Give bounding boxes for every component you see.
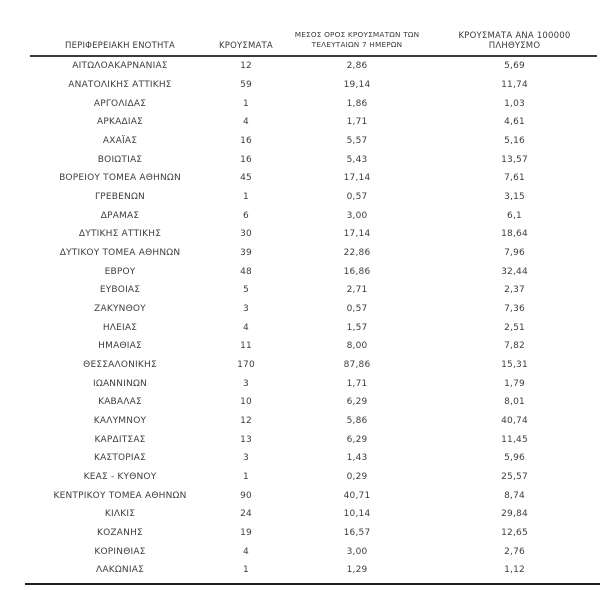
- per100k-cell: 13,57: [501, 154, 528, 165]
- per100k-cell: 2,51: [504, 322, 525, 333]
- table-row: [30, 430, 597, 449]
- avg7-cell: 2,86: [346, 61, 368, 72]
- header-avg7-line2: ΤΕΛΕΥΤΑΙΩΝ 7 ΗΜΕΡΩΝ: [311, 40, 403, 50]
- cases-cell: 30: [240, 229, 252, 240]
- region-cell: ΑΡΓΟΛΙΔΑΣ: [93, 98, 147, 109]
- cases-cell: 12: [240, 61, 252, 72]
- per100k-cell: 40,74: [501, 416, 528, 427]
- region-cell: ΒΟΙΩΤΙΑΣ: [97, 154, 143, 165]
- cases-cell: 11: [240, 341, 252, 352]
- per100k-cell: 8,74: [504, 490, 525, 501]
- table-row: [30, 113, 597, 132]
- table-row: [30, 132, 597, 151]
- table-row: [30, 244, 597, 263]
- region-cell: ΚΟΡΙΝΘΙΑΣ: [94, 546, 146, 557]
- table-row: [30, 225, 597, 244]
- table-row: [30, 318, 597, 337]
- region-cell: ΕΒΡΟΥ: [104, 266, 136, 277]
- per100k-cell: 18,64: [501, 229, 528, 240]
- region-cell: ΔΥΤΙΚΗΣ ΑΤΤΙΚΗΣ: [78, 229, 162, 240]
- avg7-cell: 1,29: [346, 565, 368, 576]
- header-avg7: [282, 30, 432, 51]
- region-cell: ΚΑΣΤΟΡΙΑΣ: [93, 453, 147, 464]
- table-row: [30, 449, 597, 468]
- avg7-cell: 0,29: [346, 472, 368, 483]
- avg7-cell: 6,29: [346, 434, 368, 445]
- region-cell: ΔΥΤΙΚΟΥ ΤΟΜΕΑ ΑΘΗΝΩΝ: [59, 248, 181, 259]
- header-cases: ΚΡΟΥΣΜΑΤΑ: [219, 40, 273, 51]
- table-row: [30, 337, 597, 356]
- avg7-cell: 5,43: [346, 154, 368, 165]
- table-row: [30, 188, 597, 207]
- cases-cell: 170: [237, 360, 255, 371]
- avg7-cell: 6,29: [346, 397, 368, 408]
- per100k-cell: 12,65: [501, 528, 528, 539]
- per100k-cell: 29,84: [501, 509, 528, 520]
- per100k-cell: 2,37: [504, 285, 525, 296]
- table-row: [30, 542, 597, 561]
- avg7-cell: 17,14: [343, 173, 371, 184]
- per100k-cell: 6,1: [507, 210, 522, 221]
- cases-cell: 90: [240, 490, 252, 501]
- per100k-cell: 4,61: [504, 117, 525, 128]
- cases-cell: 1: [243, 98, 249, 109]
- per100k-cell: 3,15: [504, 192, 525, 203]
- region-cell: ΚΕΝΤΡΙΚΟΥ ΤΟΜΕΑ ΑΘΗΝΩΝ: [53, 490, 187, 501]
- region-cell: ΒΟΡΕΙΟΥ ΤΟΜΕΑ ΑΘΗΝΩΝ: [59, 173, 181, 184]
- avg7-cell: 5,86: [346, 416, 368, 427]
- region-cell: ΔΡΑΜΑΣ: [100, 210, 140, 221]
- table-row: [30, 300, 597, 319]
- table-row: [30, 561, 597, 580]
- avg7-cell: 3,00: [346, 546, 368, 557]
- table-row: [30, 486, 597, 505]
- avg7-cell: 2,71: [346, 285, 368, 296]
- header-avg7-line1: ΜΕΣΟΣ ΟΡΟΣ ΚΡΟΥΣΜΑΤΩΝ ΤΩΝ: [294, 29, 420, 39]
- avg7-cell: 1,43: [346, 453, 368, 464]
- per100k-cell: 5,96: [504, 453, 525, 464]
- cases-cell: 3: [243, 304, 249, 315]
- cases-cell: 59: [240, 80, 252, 90]
- per100k-cell: 15,31: [501, 360, 528, 371]
- region-cell: ΖΑΚΥΝΘΟΥ: [94, 304, 146, 315]
- cases-cell: 16: [240, 136, 252, 147]
- table-row: [30, 356, 597, 375]
- table-row: [30, 505, 597, 524]
- region-cell: ΛΑΚΩΝΙΑΣ: [96, 565, 144, 576]
- table-row: [30, 206, 597, 225]
- per100k-cell: 32,44: [501, 266, 528, 277]
- cases-cell: 4: [243, 117, 249, 128]
- region-cell: ΚΕΑΣ - ΚΥΘΝΟΥ: [83, 472, 157, 483]
- table-header: [30, 0, 597, 57]
- table-row: [30, 412, 597, 431]
- per100k-cell: 1,03: [504, 98, 525, 109]
- cases-cell: 6: [243, 210, 249, 221]
- table-row: [30, 262, 597, 281]
- region-cell: ΚΑΒΑΛΑΣ: [98, 397, 142, 408]
- region-cell: ΓΡΕΒΕΝΩΝ: [95, 192, 145, 203]
- cases-cell: 39: [240, 248, 252, 259]
- avg7-cell: 87,86: [343, 360, 371, 371]
- table-body: [30, 57, 597, 580]
- per100k-cell: 2,76: [504, 546, 525, 557]
- avg7-cell: 22,86: [343, 248, 371, 259]
- table-row: [30, 393, 597, 412]
- table-row: [30, 468, 597, 487]
- region-cell: ΗΛΕΙΑΣ: [102, 322, 138, 333]
- per100k-cell: 7,36: [504, 304, 525, 315]
- per100k-cell: 8,01: [504, 397, 525, 408]
- avg7-cell: 5,57: [346, 136, 368, 147]
- cases-cell: 3: [243, 453, 249, 464]
- region-cell: ΚΙΛΚΙΣ: [104, 509, 136, 520]
- per100k-cell: 5,69: [504, 61, 525, 72]
- avg7-cell: 3,00: [346, 210, 368, 221]
- cases-cell: 4: [243, 322, 249, 333]
- per100k-cell: 11,74: [501, 80, 528, 90]
- avg7-cell: 8,00: [346, 341, 368, 352]
- region-cell: ΗΜΑΘΙΑΣ: [98, 341, 142, 352]
- cases-cell: 16: [240, 154, 252, 165]
- per100k-cell: 1,79: [504, 378, 525, 389]
- avg7-cell: 40,71: [343, 490, 371, 501]
- per100k-cell: 1,12: [504, 565, 525, 576]
- avg7-cell: 0,57: [346, 304, 368, 315]
- avg7-cell: 10,14: [343, 509, 371, 520]
- per100k-cell: 7,96: [504, 248, 525, 259]
- region-cell: ΘΕΣΣΑΛΟΝΙΚΗΣ: [83, 360, 157, 371]
- region-cell: ΑΝΑΤΟΛΙΚΗΣ ΑΤΤΙΚΗΣ: [68, 80, 172, 90]
- table-row: [30, 524, 597, 543]
- per100k-cell: 7,82: [504, 341, 525, 352]
- region-cell: ΑΡΚΑΔΙΑΣ: [97, 117, 143, 128]
- avg7-cell: 16,57: [343, 528, 371, 539]
- cases-cell: 1: [243, 565, 249, 576]
- avg7-cell: 1,71: [346, 117, 368, 128]
- cases-cell: 19: [240, 528, 252, 539]
- per100k-cell: 11,45: [501, 434, 528, 445]
- avg7-cell: 17,14: [343, 229, 371, 240]
- avg7-cell: 16,86: [343, 266, 371, 277]
- cases-cell: 1: [243, 192, 249, 203]
- per100k-cell: 5,16: [504, 136, 525, 147]
- table-row: [30, 94, 597, 113]
- cases-cell: 45: [240, 173, 252, 184]
- region-cell: ΙΩΑΝΝΙΝΩΝ: [93, 378, 147, 389]
- cases-cell: 48: [240, 266, 252, 277]
- cases-cell: 3: [243, 378, 249, 389]
- avg7-cell: 1,71: [346, 378, 368, 389]
- region-cell: ΚΑΛΥΜΝΟΥ: [93, 416, 147, 427]
- per100k-cell: 25,57: [501, 472, 528, 483]
- table-row: [30, 57, 597, 76]
- cases-cell: 1: [243, 472, 249, 483]
- cases-cell: 12: [240, 416, 252, 427]
- cases-cell: 24: [240, 509, 252, 520]
- region-cell: ΕΥΒΟΙΑΣ: [99, 285, 141, 296]
- cases-cell: 4: [243, 546, 249, 557]
- avg7-cell: 19,14: [343, 80, 371, 90]
- header-region: ΠΕΡΙΦΕΡΕΙΑΚΗ ΕΝΟΤΗΤΑ: [65, 40, 175, 51]
- cases-cell: 13: [240, 434, 252, 445]
- per100k-cell: 7,61: [504, 173, 525, 184]
- header-per100k: ΚΡΟΥΣΜΑΤΑ ΑΝΑ 100000 ΠΛΗΘΥΣΜΟ: [458, 30, 571, 51]
- avg7-cell: 0,57: [346, 192, 368, 203]
- region-cell: ΑΧΑΪΑΣ: [102, 136, 138, 147]
- cases-cell: 5: [243, 285, 249, 296]
- cases-cell: 10: [240, 397, 252, 408]
- region-cell: ΚΟΖΑΝΗΣ: [97, 528, 143, 539]
- regional-cases-table: [30, 0, 597, 580]
- avg7-cell: 1,57: [346, 322, 368, 333]
- region-cell: ΑΙΤΩΛΟΑΚΑΡΝΑΝΙΑΣ: [72, 61, 168, 72]
- table-row: [30, 150, 597, 169]
- table-row: [30, 281, 597, 300]
- avg7-cell: 1,86: [346, 98, 368, 109]
- table-row: [30, 374, 597, 393]
- bottom-rule: [25, 583, 600, 585]
- region-cell: ΚΑΡΔΙΤΣΑΣ: [94, 434, 146, 445]
- table-row: [30, 169, 597, 188]
- table-row: [30, 76, 597, 95]
